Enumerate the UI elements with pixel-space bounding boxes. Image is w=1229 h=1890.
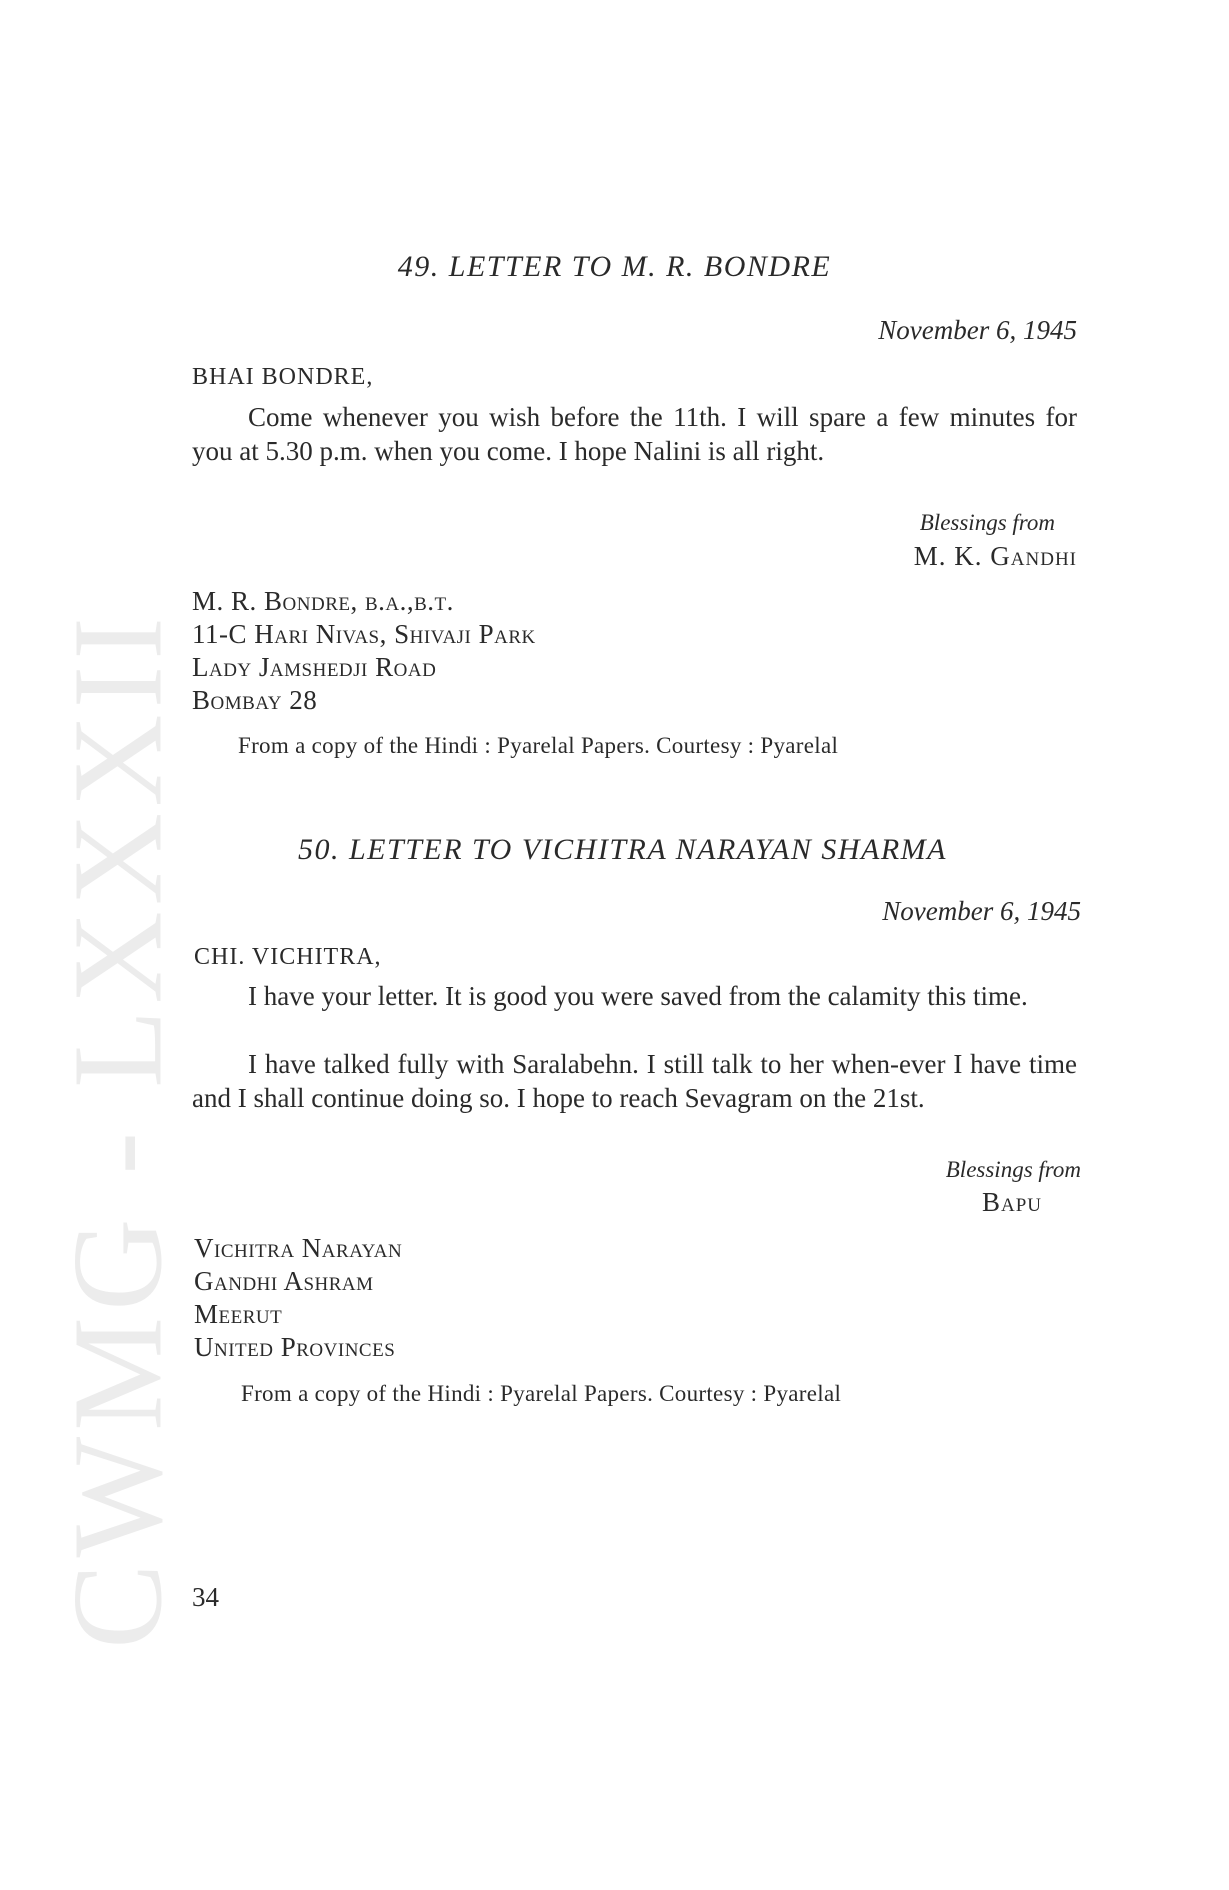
source-note: From a copy of the Hindi : Pyarelal Papers. Courtesy : Pyarelal (241, 1381, 842, 1406)
letter-title: 50. LETTER TO VICHITRA NARAYAN SHARMA (298, 833, 947, 866)
address-line: M. R. Bondre, b.a.,b.t. (192, 586, 454, 616)
letter-title: 49. LETTER TO M. R. BONDRE (397, 250, 832, 283)
letter-date: November 6, 1945 (878, 315, 1077, 345)
watermark: CWMG - LXXXII (46, 611, 189, 1649)
salutation: CHI. VICHITRA, (194, 944, 382, 970)
letter-paragraph: I have your letter. It is good you were saved from the calamity this time. (248, 981, 1028, 1011)
address-line: 11-C Hari Nivas, Shivaji Park (192, 619, 536, 649)
letter-paragraph: Come whenever you wish before the 11th. I will spare a few minutes for you at 5.30 p.m. when you come. I hope Nalini is all right. (192, 402, 1077, 466)
address-line: Bombay 28 (192, 685, 318, 715)
address-line: Vichitra Narayan (194, 1233, 403, 1263)
address-block (192, 585, 536, 717)
signature: M. K. Gandhi (913, 541, 1077, 571)
address-line: Lady Jamshedji Road (192, 652, 437, 682)
letter-paragraph: I have talked fully with Saralabehn. I still talk to her when-ever I have time and I shall continue doing so. I hope to reach Sevagram on the 21st. (192, 1049, 1077, 1113)
salutation: BHAI BONDRE, (192, 364, 374, 390)
address-block (194, 1232, 402, 1364)
page-number: 34 (192, 1582, 219, 1612)
source-note: From a copy of the Hindi : Pyarelal Papers. Courtesy : Pyarelal (238, 733, 839, 758)
address-line: Gandhi Ashram (194, 1266, 374, 1296)
signature: Bapu (981, 1187, 1042, 1217)
blessings-line: Blessings from (945, 1157, 1081, 1182)
address-line: United Provinces (194, 1332, 396, 1362)
blessings-line: Blessings from (919, 510, 1055, 535)
address-line: Meerut (194, 1299, 283, 1329)
letter-date: November 6, 1945 (882, 896, 1081, 926)
